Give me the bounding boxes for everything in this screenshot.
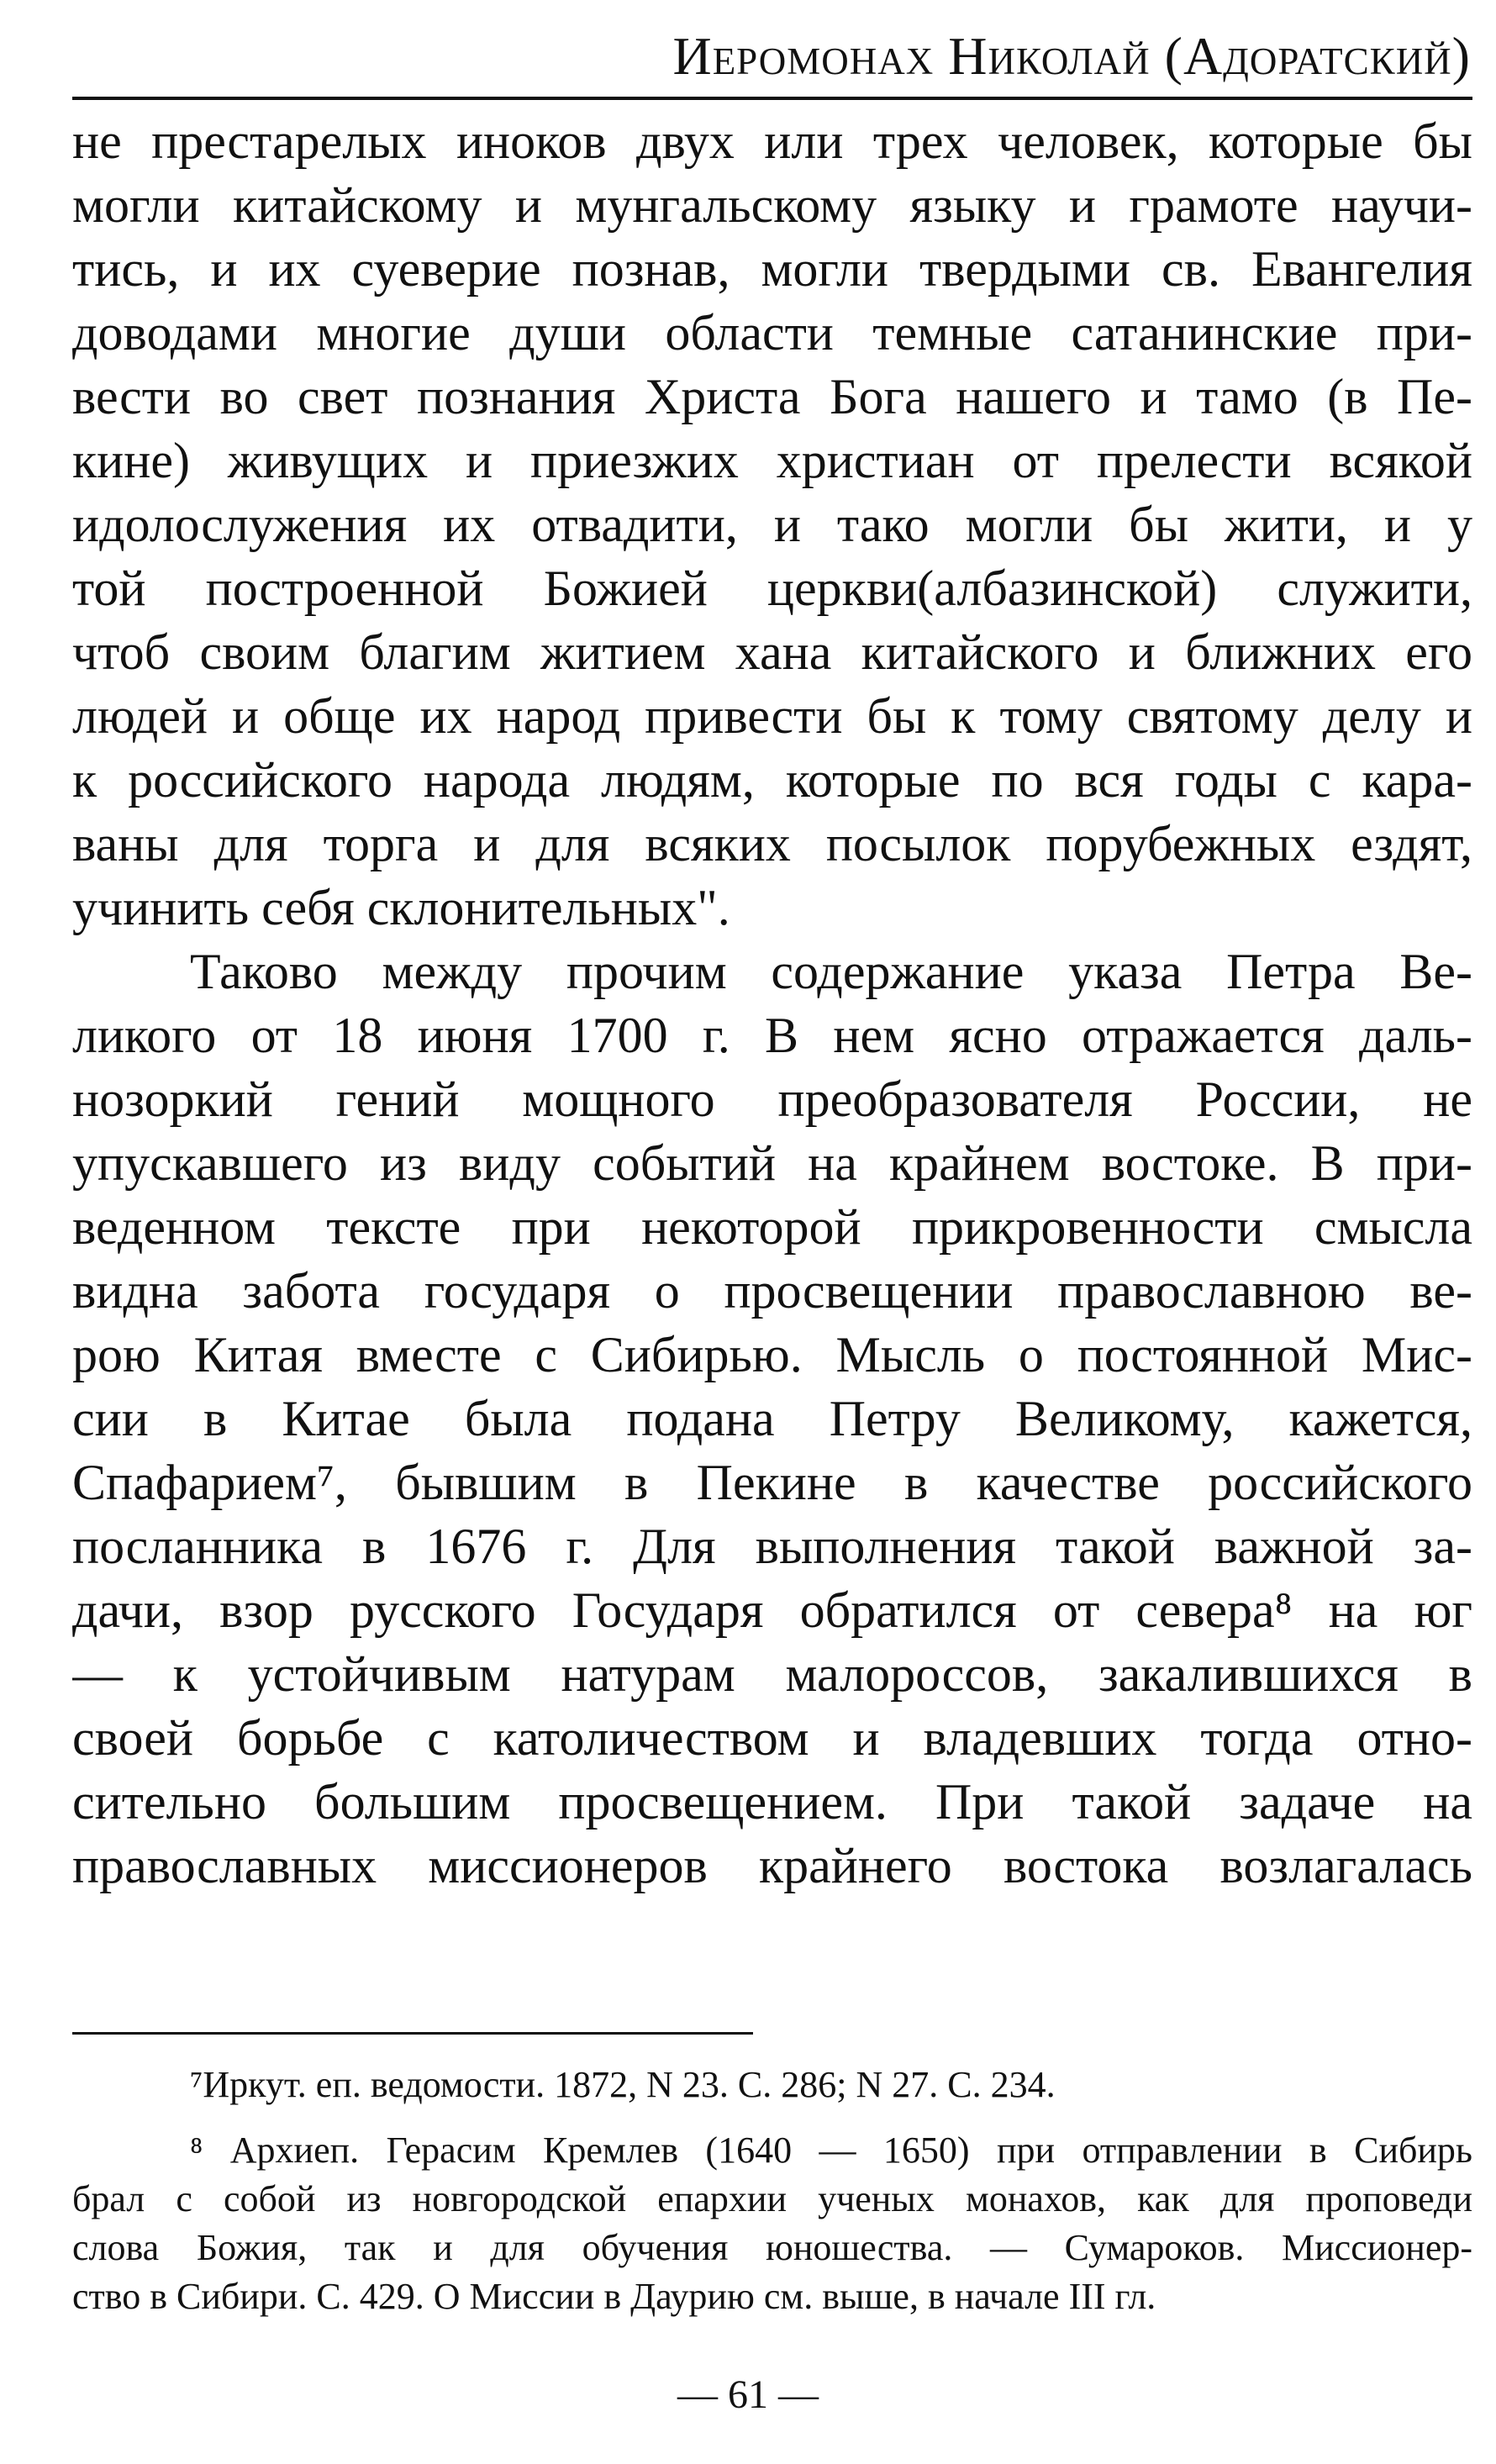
text-line: веденном тексте при некоторой прикровенности смысла (72, 1199, 1472, 1255)
footnote-8: ⁸ Архиеп. Герасим Кремлев (1640 — 1650) при отправлении в Сибирь (190, 2130, 1472, 2171)
text-line: кине) живущих и приезжих христиан от прелести всякой (72, 433, 1472, 488)
text-line: сии в Китае была подана Петру Великому, кажется, (72, 1391, 1472, 1446)
text-line: Спафарием⁷, бывшим в Пекине в качестве российского (72, 1455, 1472, 1510)
text-line: тись, и их суеверие познав, могли твердыми св. Евангелия (72, 241, 1472, 297)
text-line: не престарелых иноков двух или трех человек, которые бы (72, 113, 1472, 169)
paragraph-start-line: Таково между прочим содержание указа Петра Ве- (190, 944, 1472, 999)
footnote-line: ство в Сибири. С. 429. О Миссии в Даурию см. выше, в начале III гл. (72, 2276, 1156, 2317)
running-head: Иеромонах Николай (Адоратский) (672, 26, 1471, 86)
text-line: вести во свет познания Христа Бога нашего и тамо (в Пе- (72, 369, 1472, 424)
footnote-line: слова Божия, так и для обучения юношества. — Сумароков. Миссионер- (72, 2227, 1472, 2268)
footnote-7: ⁷Иркут. еп. ведомости. 1872, N 23. С. 286; N 27. С. 234. (190, 2064, 1056, 2105)
text-line: посланника в 1676 г. Для выполнения такой важной за- (72, 1519, 1472, 1574)
text-line: православных миссионеров крайнего востока возлагалась (72, 1838, 1472, 1893)
text-line: упускавшего из виду событий на крайнем востоке. В при- (72, 1135, 1472, 1191)
text-line: — к устойчивым натурам малороссов, закалившихся в (72, 1646, 1472, 1702)
text-line: доводами многие души области темные сатанинские при- (72, 305, 1472, 361)
text-line: людей и обще их народ привести бы к тому святому делу и (72, 688, 1472, 744)
text-line: к российского народа людям, которые по вся годы с кара- (72, 752, 1472, 808)
text-line: могли китайскому и мунгальскому языку и грамоте научи- (72, 177, 1472, 233)
text-line: дачи, взор русского Государя обратился от севера⁸ на юг (72, 1582, 1472, 1638)
footnote-line: брал с собой из новгородской епархии ученых монахов, как для проповеди (72, 2178, 1472, 2219)
text-line: рою Китая вместе с Сибирью. Мысль о постоянной Мис- (72, 1327, 1472, 1382)
text-line: ваны для торга и для всяких посылок порубежных ездят, (72, 816, 1472, 871)
text-line: учинить себя склонительных". (72, 880, 730, 935)
text-line: сительно большим просвещением. При такой задаче на (72, 1774, 1472, 1830)
header-rule (72, 97, 1472, 100)
footnote-rule (72, 2032, 753, 2035)
text-line: ликого от 18 июня 1700 г. В нем ясно отражается даль- (72, 1008, 1472, 1063)
text-line: той построенной Божией церкви(албазинской) служити, (72, 561, 1472, 616)
text-line: видна забота государя о просвещении православною ве- (72, 1263, 1472, 1319)
page-number: — 61 — (677, 2372, 819, 2417)
text-line: идолослужения их отвадити, и тако могли бы жити, и у (72, 497, 1472, 552)
text-line: своей борьбе с католичеством и владевших тогда отно- (72, 1710, 1472, 1766)
footnotes (72, 2061, 1472, 2321)
body-text (72, 109, 1472, 1898)
text-line: чтоб своим благим житием хана китайского и ближних его (72, 624, 1472, 680)
text-line: нозоркий гений мощного преобразователя России, не (72, 1071, 1472, 1127)
